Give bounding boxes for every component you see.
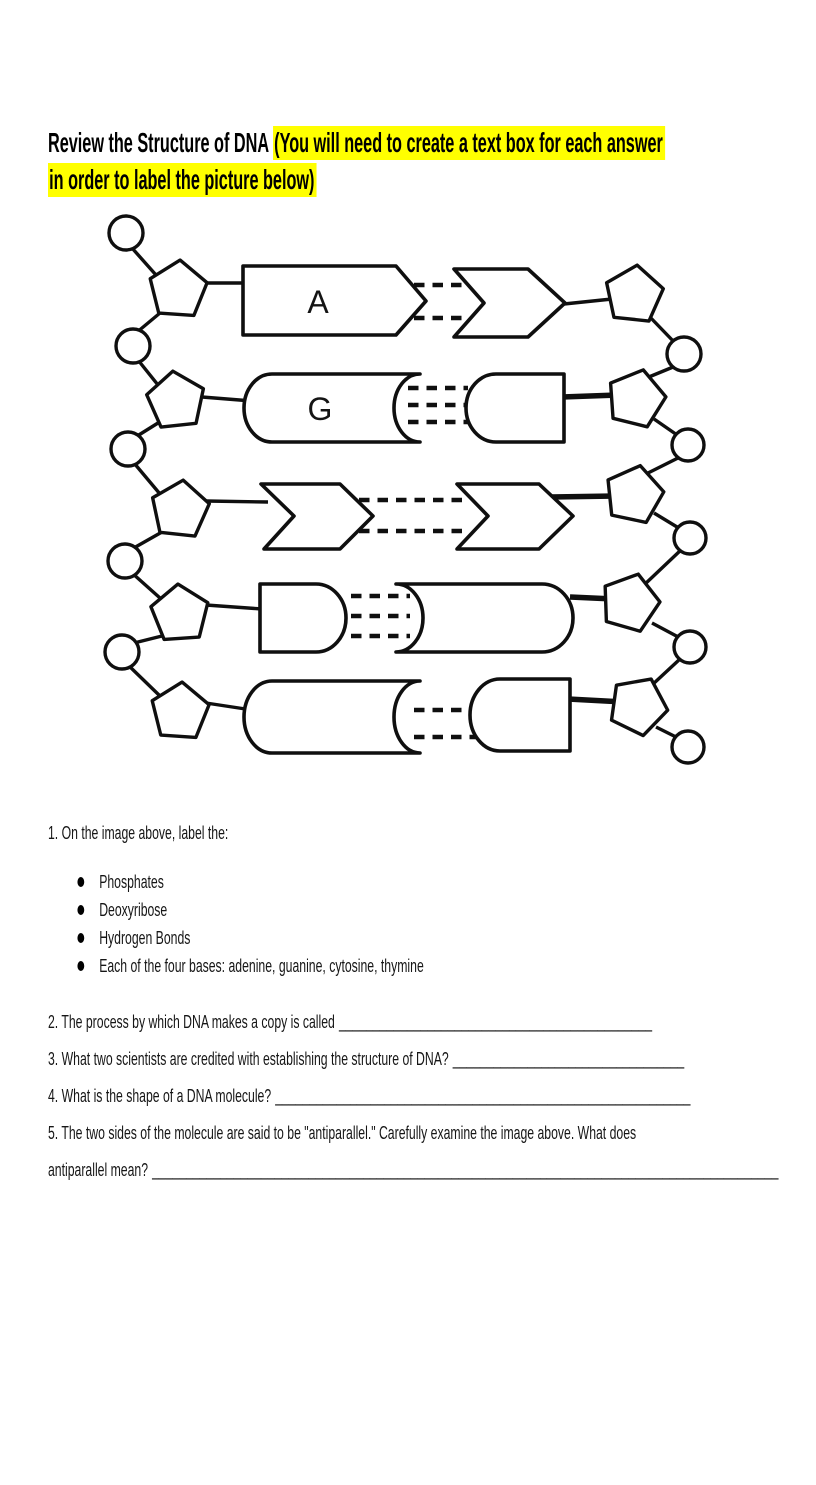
question-4-text: 4. What is the shape of a DNA molecule? <box>48 1086 272 1106</box>
bullet-dot-icon <box>77 933 84 943</box>
list-item <box>72 896 424 924</box>
title-highlight-line-2: in order to label the picture below) <box>48 163 317 197</box>
base-cytosine-dome <box>466 374 564 442</box>
question-5-line-2 <box>48 1159 778 1181</box>
q1-bullet-list <box>72 868 424 980</box>
question-5-text-2: antiparallel mean? <box>48 1160 149 1180</box>
deoxyribose-pentagons <box>145 258 677 740</box>
base-label-adenine: A <box>307 284 329 320</box>
list-item <box>72 924 424 952</box>
title-line-1 <box>48 124 665 161</box>
bullet-label: Hydrogen Bonds <box>99 927 191 948</box>
answer-blank: __________________________________ <box>452 1049 685 1069</box>
page-title <box>48 124 816 198</box>
base-round-left-row5 <box>244 681 420 753</box>
title-text: Review the Structure of DNA <box>48 127 273 158</box>
base-label-guanine: G <box>307 391 333 427</box>
base-shapes <box>243 266 573 753</box>
answer-blank: ____________________________________________________________________________________________ <box>152 1160 779 1180</box>
base-chevron-right-row3 <box>457 484 573 549</box>
question-1-text: 1. On the image above, label the: <box>48 823 229 843</box>
base-thymine-chevron <box>454 269 565 337</box>
dna-structure-diagram <box>96 213 716 771</box>
list-item <box>72 868 424 896</box>
base-dome-right-row5 <box>470 679 570 751</box>
bullet-dot-icon <box>77 961 84 971</box>
bullet-dot-icon <box>77 905 84 915</box>
base-adenine-arrow <box>243 266 426 335</box>
question-3-text: 3. What two scientists are credited with establishing the structure of DNA? <box>48 1049 449 1069</box>
title-line-2 <box>48 161 665 198</box>
bullet-label: Each of the four bases: adenine, guanine, cytosine, thymine <box>99 955 424 976</box>
answer-blank: _____________________________________________________________ <box>275 1086 691 1106</box>
question-4 <box>48 1085 690 1107</box>
base-dome-left-row4 <box>260 584 346 652</box>
question-2-text: 2. The process by which DNA makes a copy is called <box>48 1012 335 1032</box>
base-round-right-row4 <box>396 584 573 652</box>
answer-blank: ______________________________________________ <box>338 1012 653 1032</box>
question-5-text: 5. The two sides of the molecule are said to be "antiparallel." Carefully examine the image above. What does <box>48 1123 637 1143</box>
bullet-label: Phosphates <box>99 871 164 892</box>
question-3 <box>48 1048 684 1070</box>
question-1 <box>48 822 228 844</box>
bullet-label: Deoxyribose <box>99 899 168 920</box>
base-chevron-left-row3 <box>261 484 373 549</box>
list-item <box>72 952 424 980</box>
bullet-dot-icon <box>77 877 84 887</box>
question-2 <box>48 1011 652 1033</box>
title-highlight-line-1: (You will need to create a text box for each answer <box>273 126 665 160</box>
question-5-line-1 <box>48 1122 636 1144</box>
